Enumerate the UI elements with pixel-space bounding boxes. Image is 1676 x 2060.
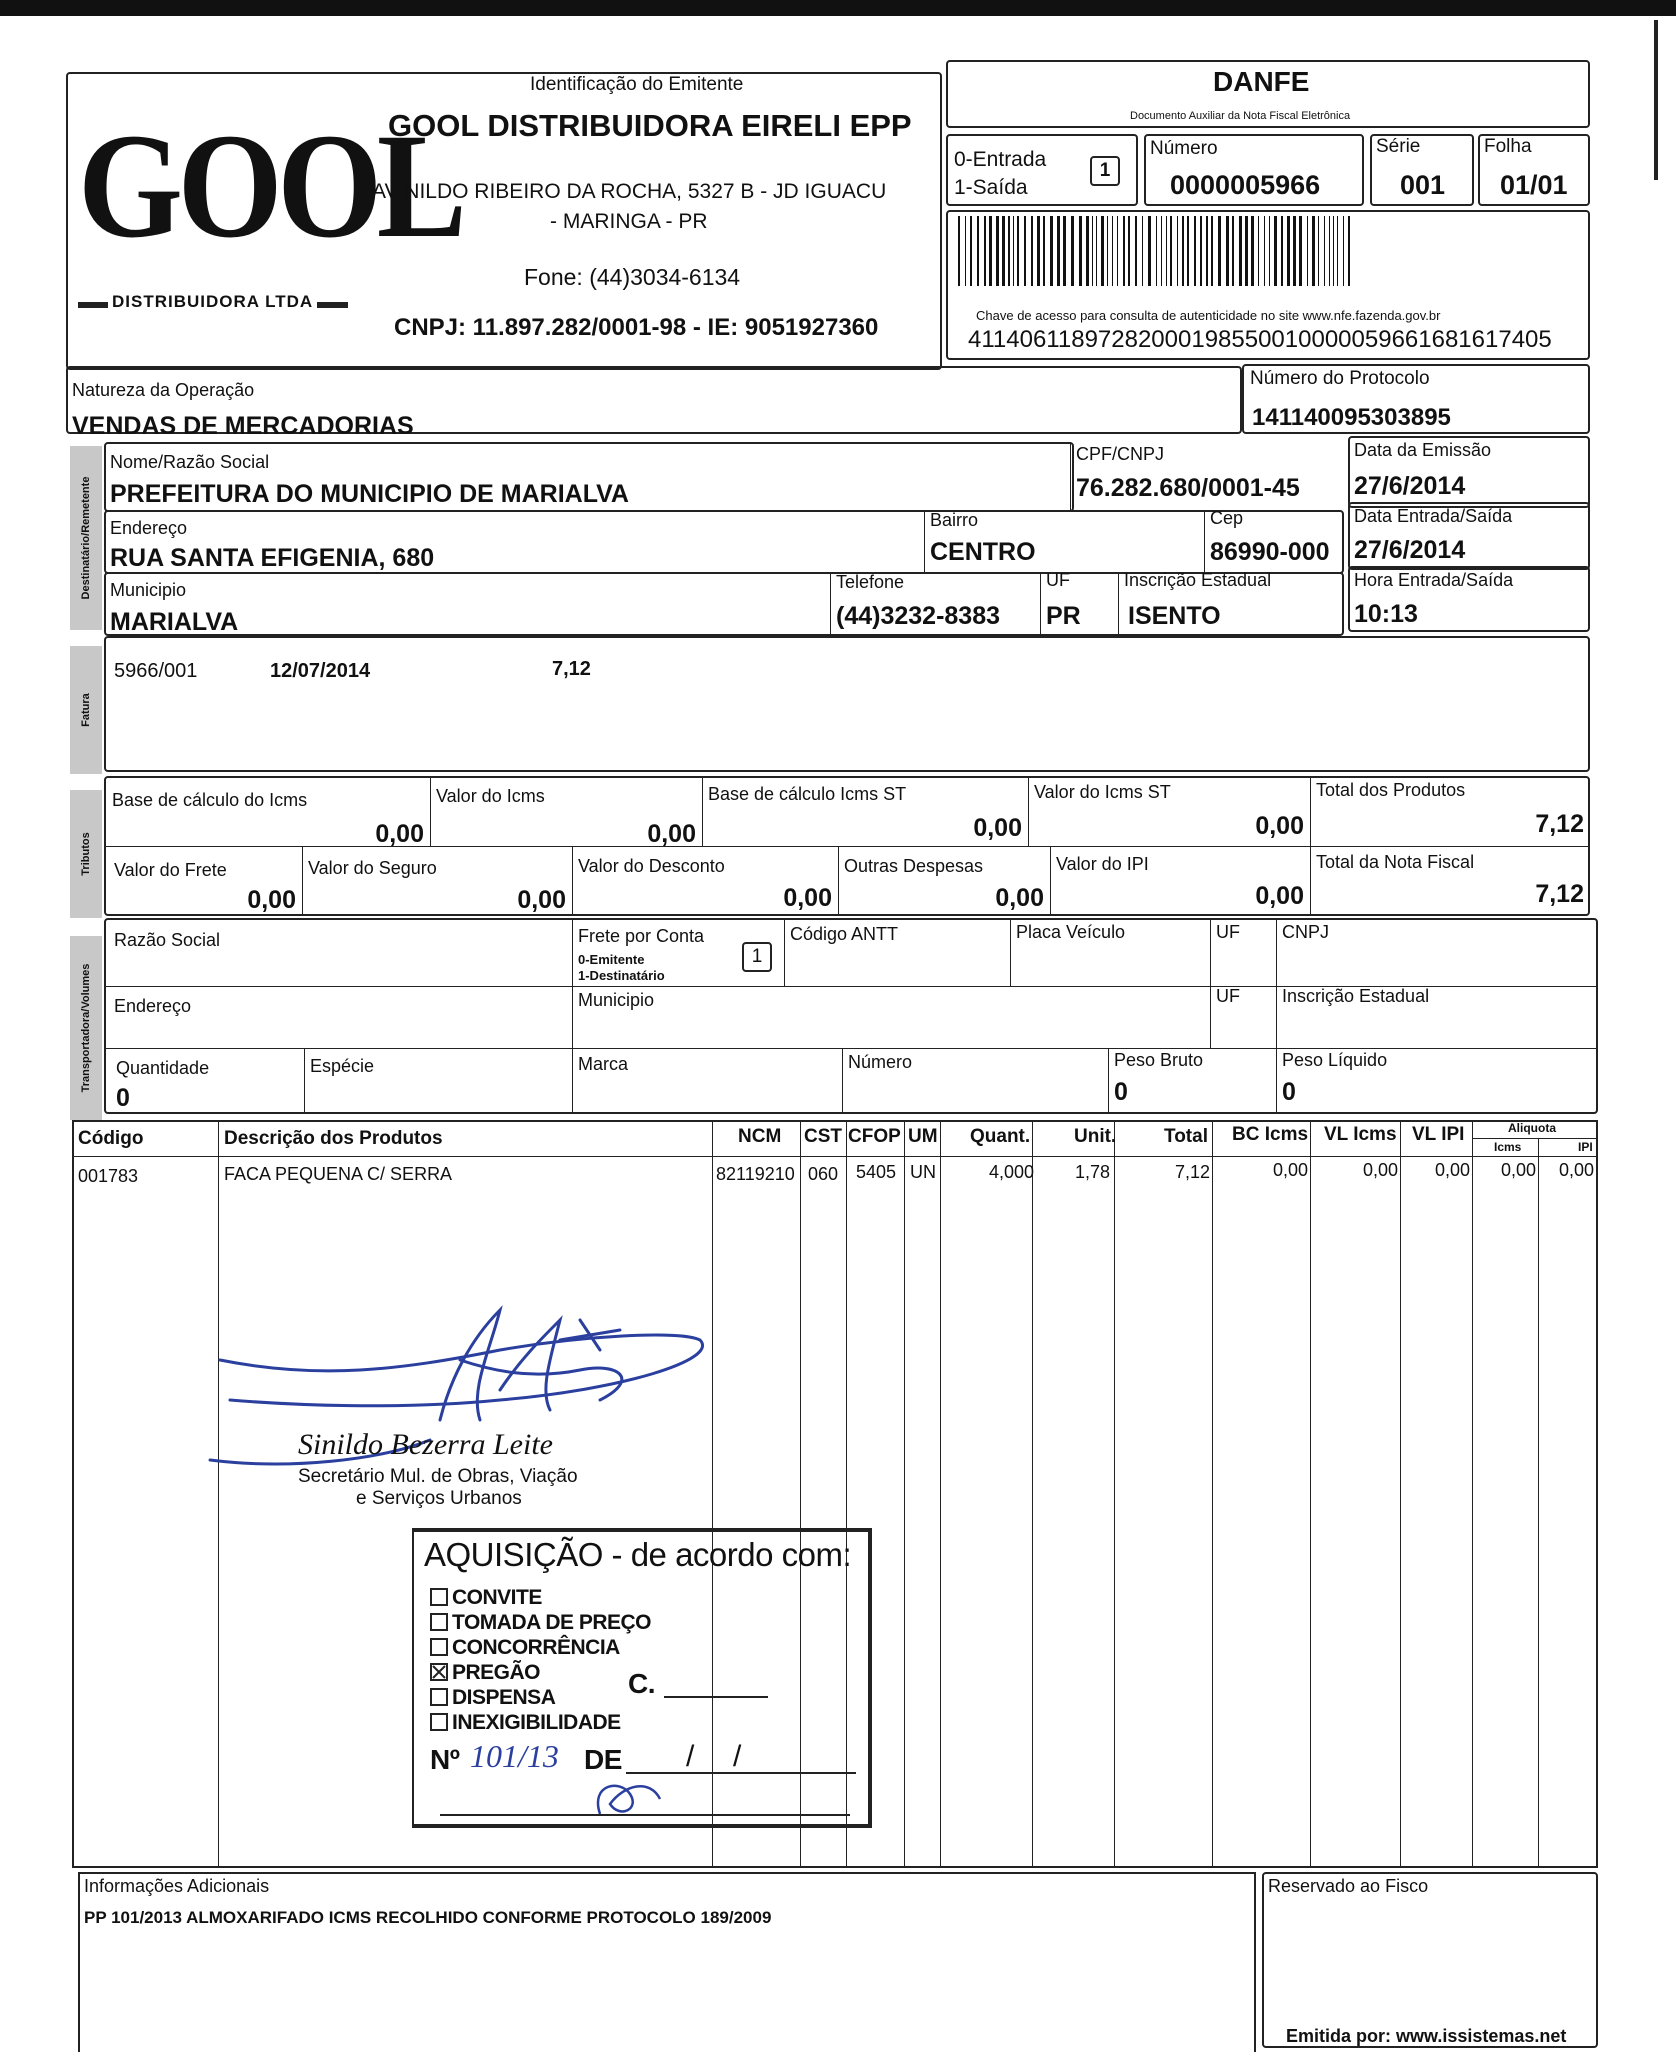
total-produtos-label: Total dos Produtos bbox=[1316, 780, 1466, 800]
fatura-box bbox=[104, 636, 1590, 772]
transport-uf2-label: UF bbox=[1216, 986, 1240, 1006]
th-codigo: Código bbox=[78, 1128, 144, 1149]
ipi-value: 0,00 bbox=[1255, 882, 1304, 910]
recipient-cpf: 76.282.680/0001-45 bbox=[1076, 474, 1300, 502]
transport-divider-3 bbox=[1010, 918, 1011, 986]
danfe-exit-label: 1-Saída bbox=[954, 176, 1028, 199]
barcode-bar bbox=[977, 216, 979, 286]
transport-divider-5 bbox=[1276, 918, 1277, 1114]
recipient-uf: PR bbox=[1046, 602, 1081, 630]
checkbox-icon bbox=[430, 1588, 448, 1606]
cell-total: 7,12 bbox=[1174, 1162, 1210, 1182]
stamp-date-slashes: / / bbox=[686, 1740, 741, 1773]
transport-peso-liquido-label: Peso Líquido bbox=[1282, 1050, 1388, 1070]
barcode-bar bbox=[1251, 216, 1254, 286]
scan-right-edge bbox=[1654, 20, 1658, 180]
barcode-bar bbox=[1002, 216, 1005, 286]
cell-quant: 4,000 bbox=[988, 1162, 1034, 1182]
stamp-initials bbox=[590, 1774, 670, 1824]
tributos-side-label: Tributos bbox=[70, 790, 102, 918]
desconto-value: 0,00 bbox=[783, 884, 832, 912]
danfe-folha: 01/01 bbox=[1500, 170, 1568, 200]
stamp-numero-label: Nº bbox=[430, 1744, 460, 1775]
tributos-divider-8 bbox=[1050, 846, 1051, 916]
tributos-divider-7 bbox=[838, 846, 839, 916]
checkbox-icon bbox=[430, 1638, 448, 1656]
cell-cfop: 5405 bbox=[856, 1162, 897, 1182]
transport-divider-1 bbox=[572, 918, 573, 1114]
stamp-de-label: DE bbox=[584, 1744, 622, 1775]
signature-title-1: Secretário Mul. de Obras, Viação bbox=[298, 1466, 578, 1487]
tributos-divider-3 bbox=[1028, 776, 1029, 846]
barcode-bar bbox=[1071, 216, 1074, 286]
barcode-bar bbox=[1194, 216, 1196, 286]
barcode-bar bbox=[1324, 216, 1325, 286]
th-bc-icms: BC Icms bbox=[1232, 1124, 1309, 1145]
transport-municipio-label: Municipio bbox=[578, 990, 655, 1010]
info-text: PP 101/2013 ALMOXARIFADO ICMS RECOLHIDO CONFORME PROTOCOLO 189/2009 bbox=[84, 1908, 772, 1927]
base-icms-st-label: Base de cálculo Icms ST bbox=[708, 784, 907, 804]
recipient-entrada-label: Data Entrada/Saída bbox=[1354, 506, 1513, 526]
recipient-cep-divider bbox=[1204, 510, 1205, 574]
tributos-divider-6 bbox=[572, 846, 573, 916]
seguro-label: Valor do Seguro bbox=[308, 858, 437, 878]
fatura-valor: 7,12 bbox=[552, 658, 591, 680]
frete-value: 0,00 bbox=[247, 886, 296, 914]
barcode-bar bbox=[1063, 216, 1066, 286]
stamp-c-label: C. bbox=[628, 1668, 655, 1699]
total-produtos: 7,12 bbox=[1535, 810, 1584, 838]
barcode-bar bbox=[1293, 216, 1296, 286]
tributos-divider-2 bbox=[702, 776, 703, 846]
barcode-bar bbox=[1287, 216, 1290, 286]
transport-divider-2 bbox=[784, 918, 785, 986]
desconto-label: Valor do Desconto bbox=[578, 856, 725, 876]
transport-frete-opt1: 1-Destinatário bbox=[578, 968, 665, 983]
barcode-bar bbox=[1170, 216, 1172, 286]
barcode-bar bbox=[1269, 216, 1270, 286]
recipient-endereco-label: Endereço bbox=[110, 518, 188, 538]
cell-aliq-ipi: 0,00 bbox=[1558, 1160, 1594, 1180]
stamp-option-dispensa: DISPENSA bbox=[430, 1686, 555, 1710]
stamp-option-convite: CONVITE bbox=[430, 1586, 542, 1610]
th-total: Total bbox=[1164, 1126, 1208, 1147]
barcode-bar bbox=[1112, 216, 1113, 286]
logo-text: GOOL bbox=[78, 103, 462, 269]
transport-side-label: Transportadora/Volumes bbox=[70, 936, 102, 1120]
company-logo bbox=[78, 103, 462, 320]
emitter-section-label: Identificação do Emitente bbox=[530, 74, 744, 95]
th-aliq-icms: Icms bbox=[1494, 1140, 1522, 1154]
stamp-signature-line bbox=[440, 1814, 850, 1816]
danfe-title: DANFE bbox=[1213, 66, 1310, 97]
checkbox-icon bbox=[430, 1713, 448, 1731]
barcode-bar bbox=[1050, 216, 1053, 286]
col-div-aliq-ipi bbox=[1538, 1138, 1539, 1868]
danfe-numero-label: Número bbox=[1150, 138, 1218, 159]
valor-icms-label: Valor do Icms bbox=[436, 786, 545, 806]
transport-ie-label: Inscrição Estadual bbox=[1282, 986, 1430, 1006]
base-icms-label: Base de cálculo do Icms bbox=[112, 790, 308, 810]
cell-vl-icms: 0,00 bbox=[1362, 1160, 1398, 1180]
stamp-title: AQUISIÇÃO - de acordo com: bbox=[424, 1536, 852, 1573]
col-div-unit bbox=[1032, 1120, 1033, 1868]
barcode-bar bbox=[1337, 216, 1338, 286]
th-quant: Quant. bbox=[970, 1126, 1031, 1147]
emitter-address-2: - MARINGA - PR bbox=[550, 210, 708, 233]
barcode-bar bbox=[1281, 216, 1283, 286]
cell-um: UN bbox=[910, 1162, 936, 1182]
barcode-bar bbox=[1333, 216, 1334, 286]
frete-label: Valor do Frete bbox=[114, 860, 227, 880]
recipient-bairro-divider bbox=[924, 510, 925, 574]
barcode-bar bbox=[1079, 216, 1082, 286]
valor-icms: 0,00 bbox=[647, 820, 696, 848]
logo-subtext: DISTRIBUIDORA LTDA bbox=[108, 292, 317, 312]
barcode-bar bbox=[1128, 216, 1130, 286]
natureza-value: VENDAS DE MERCADORIAS bbox=[72, 412, 414, 440]
recipient-emissao: 27/6/2014 bbox=[1354, 472, 1466, 500]
transport-especie-label: Espécie bbox=[310, 1056, 375, 1076]
th-cfop: CFOP bbox=[848, 1126, 901, 1147]
barcode-bar bbox=[1135, 216, 1137, 286]
outras-label: Outras Despesas bbox=[844, 856, 984, 876]
col-div-bc-icms bbox=[1212, 1120, 1213, 1868]
barcode-bar bbox=[1218, 216, 1221, 286]
fatura-vencimento: 12/07/2014 bbox=[270, 660, 371, 682]
total-nota-label: Total da Nota Fiscal bbox=[1316, 852, 1475, 872]
cell-cst: 060 bbox=[808, 1164, 839, 1184]
barcode-bar bbox=[1013, 216, 1014, 286]
info-label: Informações Adicionais bbox=[84, 1876, 270, 1896]
signature-title-2: e Serviços Urbanos bbox=[356, 1488, 522, 1509]
recipient-ie-label: Inscrição Estadual bbox=[1124, 570, 1272, 590]
transport-quantidade: 0 bbox=[116, 1084, 130, 1112]
transport-cnpj-label: CNPJ bbox=[1282, 922, 1330, 942]
fatura-numero: 5966/001 bbox=[114, 660, 198, 682]
barcode-bar bbox=[1343, 216, 1344, 286]
barcode-bar bbox=[1086, 216, 1089, 286]
transport-row-divider-2 bbox=[104, 1048, 1598, 1049]
danfe-type-value: 1 bbox=[1090, 156, 1120, 186]
fisco-box bbox=[1262, 1872, 1598, 2048]
barcode-bar bbox=[958, 216, 960, 286]
transport-peso-bruto: 0 bbox=[1114, 1078, 1128, 1106]
aliquota-divider bbox=[1472, 1138, 1598, 1139]
recipient-name: PREFEITURA DO MUNICIPIO DE MARIALVA bbox=[110, 480, 629, 508]
danfe-entry-label: 0-Entrada bbox=[954, 148, 1047, 171]
barcode-bar bbox=[1057, 216, 1060, 286]
th-unit: Unit. bbox=[1074, 1126, 1117, 1147]
valor-icms-st: 0,00 bbox=[1255, 812, 1304, 840]
transport-quantidade-label: Quantidade bbox=[116, 1058, 210, 1078]
checkbox-icon bbox=[430, 1688, 448, 1706]
barcode-bar bbox=[1161, 216, 1162, 286]
transport-endereco-label: Endereço bbox=[114, 996, 192, 1016]
barcode-bar bbox=[1187, 216, 1189, 286]
barcode-bar bbox=[1177, 216, 1178, 286]
barcode-bar bbox=[1092, 216, 1093, 286]
transport-frete-opt0: 0-Emitente bbox=[578, 952, 645, 967]
transport-box bbox=[104, 918, 1598, 1114]
valor-icms-st-label: Valor do Icms ST bbox=[1034, 782, 1171, 802]
transport-numero-label: Número bbox=[848, 1052, 913, 1072]
transport-uf-label: UF bbox=[1216, 922, 1240, 942]
col-div-vl-icms bbox=[1310, 1120, 1311, 1868]
recipient-telefone-divider bbox=[830, 572, 831, 636]
barcode-bar bbox=[1043, 216, 1045, 286]
recipient-ie: ISENTO bbox=[1128, 602, 1221, 630]
transport-divider-8 bbox=[1108, 1048, 1109, 1114]
protocolo-value: 141140095303895 bbox=[1252, 404, 1451, 431]
barcode-bar bbox=[1101, 216, 1104, 286]
recipient-ie-divider bbox=[1118, 572, 1119, 636]
emitter-name: GOOL DISTRIBUIDORA EIRELI EPP bbox=[388, 108, 912, 143]
recipient-hora-label: Hora Entrada/Saída bbox=[1354, 570, 1514, 590]
barcode-bar bbox=[1274, 216, 1277, 286]
danfe-serie-label: Série bbox=[1376, 136, 1421, 157]
checkbox-icon bbox=[430, 1613, 448, 1631]
barcode-bar bbox=[1148, 216, 1151, 286]
recipient-cpf-label: CPF/CNPJ bbox=[1076, 444, 1165, 464]
barcode-bar bbox=[1258, 216, 1259, 286]
cell-vl-ipi: 0,00 bbox=[1434, 1160, 1470, 1180]
barcode-bar bbox=[1329, 216, 1330, 286]
cell-bc-icms: 0,00 bbox=[1272, 1160, 1308, 1180]
recipient-endereco: RUA SANTA EFIGENIA, 680 bbox=[110, 544, 435, 572]
barcode-bar bbox=[996, 216, 999, 286]
barcode-bar bbox=[1156, 216, 1157, 286]
barcode-bar bbox=[1008, 216, 1010, 286]
barcode-bar bbox=[1117, 216, 1118, 286]
fisco-label: Reservado ao Fisco bbox=[1268, 1876, 1429, 1896]
danfe-numero: 0000005966 bbox=[1170, 170, 1321, 200]
barcode-bar bbox=[1226, 216, 1229, 286]
total-nota: 7,12 bbox=[1535, 880, 1584, 908]
th-ncm: NCM bbox=[738, 1126, 782, 1147]
barcode-bar bbox=[1245, 216, 1248, 286]
transport-razao-label: Razão Social bbox=[114, 930, 221, 950]
cell-descricao: FACA PEQUENA C/ SERRA bbox=[224, 1164, 453, 1184]
th-aliquota: Aliquota bbox=[1508, 1121, 1556, 1135]
transport-divider-6 bbox=[304, 1048, 305, 1114]
recipient-cep-label: Cep bbox=[1210, 508, 1244, 528]
tributos-divider-1 bbox=[430, 776, 431, 846]
col-div-vl-ipi bbox=[1400, 1120, 1401, 1868]
barcode-bar bbox=[1166, 216, 1167, 286]
barcode-bar bbox=[989, 216, 992, 286]
stamp-c-line bbox=[664, 1696, 768, 1698]
barcode-bar bbox=[1318, 216, 1319, 286]
natureza-label: Natureza da Operação bbox=[72, 380, 255, 400]
stamp-option-inexigibilidade: INEXIGIBILIDADE bbox=[430, 1711, 621, 1735]
th-cst: CST bbox=[804, 1126, 842, 1147]
barcode-bar bbox=[965, 216, 966, 286]
recipient-emissao-label: Data da Emissão bbox=[1354, 440, 1492, 460]
tributos-divider-4 bbox=[1310, 776, 1311, 916]
recipient-bairro-label: Bairro bbox=[930, 510, 979, 530]
recipient-uf-divider bbox=[1040, 572, 1041, 636]
signature-name: Sinildo Bezerra Leite bbox=[298, 1428, 553, 1461]
barcode-bar bbox=[1096, 216, 1097, 286]
recipient-uf-label: UF bbox=[1046, 570, 1070, 590]
barcode-bar bbox=[970, 216, 972, 286]
scan-top-edge bbox=[0, 0, 1676, 16]
stamp-option-pregao: PREGÃO bbox=[430, 1661, 540, 1685]
checked-checkbox-icon bbox=[430, 1663, 448, 1681]
stamp-numero-value: 101/13 bbox=[470, 1738, 559, 1774]
recipient-municipio: MARIALVA bbox=[110, 608, 239, 636]
fatura-side-label: Fatura bbox=[70, 646, 102, 774]
barcode-bar bbox=[1017, 216, 1019, 286]
transport-antt-label: Código ANTT bbox=[790, 924, 899, 944]
barcode-bar bbox=[1206, 216, 1208, 286]
recipient-cep: 86990-000 bbox=[1210, 538, 1330, 566]
seguro-value: 0,00 bbox=[517, 886, 566, 914]
barcode-bar bbox=[1107, 216, 1108, 286]
recipient-telefone-label: Telefone bbox=[836, 572, 905, 592]
barcode-bar bbox=[1031, 216, 1033, 286]
danfe-chave-label: Chave de acesso para consulta de autenticidade no site www.nfe.fazenda.gov.br bbox=[976, 308, 1441, 323]
recipient-entrada: 27/6/2014 bbox=[1354, 536, 1466, 564]
tributos-divider-5 bbox=[302, 846, 303, 916]
products-header-divider bbox=[72, 1156, 1598, 1157]
danfe-chave: 41140611897282000198550010000059661681617405 bbox=[968, 326, 1552, 353]
barcode bbox=[958, 216, 1578, 286]
danfe-subtitle: Documento Auxiliar da Nota Fiscal Eletrônica bbox=[1130, 110, 1351, 122]
col-div-um bbox=[904, 1120, 905, 1868]
col-div-aliq-icms bbox=[1472, 1120, 1473, 1868]
barcode-bar bbox=[1239, 216, 1242, 286]
stamp-option-tomada: TOMADA DE PREÇO bbox=[430, 1611, 651, 1635]
transport-frete-label: Frete por Conta bbox=[578, 926, 705, 946]
info-box bbox=[78, 1872, 1256, 2052]
emitida-por: Emitida por: www.issistemas.net bbox=[1286, 2026, 1567, 2046]
emitter-address-1: AV NILDO RIBEIRO DA ROCHA, 5327 B - JD IGUACU bbox=[372, 180, 887, 203]
cell-codigo: 001783 bbox=[78, 1166, 139, 1186]
transport-placa-label: Placa Veículo bbox=[1016, 922, 1126, 942]
recipient-municipio-label: Municipio bbox=[110, 580, 187, 600]
th-vl-icms: VL Icms bbox=[1324, 1124, 1397, 1145]
barcode-bar bbox=[1312, 216, 1315, 286]
barcode-bar bbox=[984, 216, 986, 286]
barcode-bar bbox=[1232, 216, 1234, 286]
recipient-side-label: Destinatário/Remetente bbox=[70, 446, 102, 630]
transport-marca-label: Marca bbox=[578, 1054, 629, 1074]
recipient-name-label: Nome/Razão Social bbox=[110, 452, 270, 472]
barcode-bar bbox=[1123, 216, 1125, 286]
barcode-bar bbox=[1307, 216, 1308, 286]
outras-value: 0,00 bbox=[995, 884, 1044, 912]
barcode-bar bbox=[1264, 216, 1265, 286]
transport-frete-value: 1 bbox=[742, 942, 772, 972]
th-um: UM bbox=[908, 1126, 938, 1147]
col-div-quant bbox=[940, 1120, 941, 1868]
th-aliq-ipi: IPI bbox=[1578, 1140, 1593, 1154]
tributos-row-divider bbox=[104, 846, 1590, 847]
transport-divider-7 bbox=[842, 1048, 843, 1114]
recipient-bairro: CENTRO bbox=[930, 538, 1036, 566]
th-vl-ipi: VL IPI bbox=[1412, 1124, 1465, 1145]
base-icms-st: 0,00 bbox=[973, 814, 1022, 842]
danfe-serie: 001 bbox=[1400, 170, 1446, 200]
transport-peso-liquido: 0 bbox=[1282, 1078, 1296, 1106]
barcode-bar bbox=[1142, 216, 1143, 286]
cell-unit: 1,78 bbox=[1074, 1162, 1110, 1182]
recipient-telefone: (44)3232-8383 bbox=[836, 602, 1001, 630]
recipient-hora: 10:13 bbox=[1354, 600, 1418, 628]
recipient-cpf-divider bbox=[1070, 442, 1071, 512]
barcode-bar bbox=[1024, 216, 1026, 286]
col-div-total bbox=[1114, 1120, 1115, 1868]
cell-aliq-icms: 0,00 bbox=[1500, 1160, 1536, 1180]
danfe-folha-label: Folha bbox=[1484, 136, 1532, 157]
barcode-bar bbox=[1200, 216, 1202, 286]
transport-divider-4 bbox=[1210, 918, 1211, 1048]
stamp-option-concorrencia: CONCORRÊNCIA bbox=[430, 1636, 620, 1660]
emitter-cnpj-ie: CNPJ: 11.897.282/0001-98 - IE: 9051927360 bbox=[394, 314, 879, 341]
emitter-phone: Fone: (44)3034-6134 bbox=[524, 264, 741, 290]
transport-peso-bruto-label: Peso Bruto bbox=[1114, 1050, 1204, 1070]
ipi-label: Valor do IPI bbox=[1056, 854, 1149, 874]
th-descricao: Descrição dos Produtos bbox=[224, 1128, 443, 1149]
barcode-bar bbox=[1037, 216, 1040, 286]
barcode-bar bbox=[1348, 216, 1350, 286]
barcode-bar bbox=[1299, 216, 1302, 286]
barcode-bar bbox=[1211, 216, 1213, 286]
cell-ncm: 82119210 bbox=[716, 1164, 795, 1184]
barcode-bar bbox=[1182, 216, 1184, 286]
base-icms: 0,00 bbox=[375, 820, 424, 848]
protocolo-label: Número do Protocolo bbox=[1250, 368, 1430, 389]
